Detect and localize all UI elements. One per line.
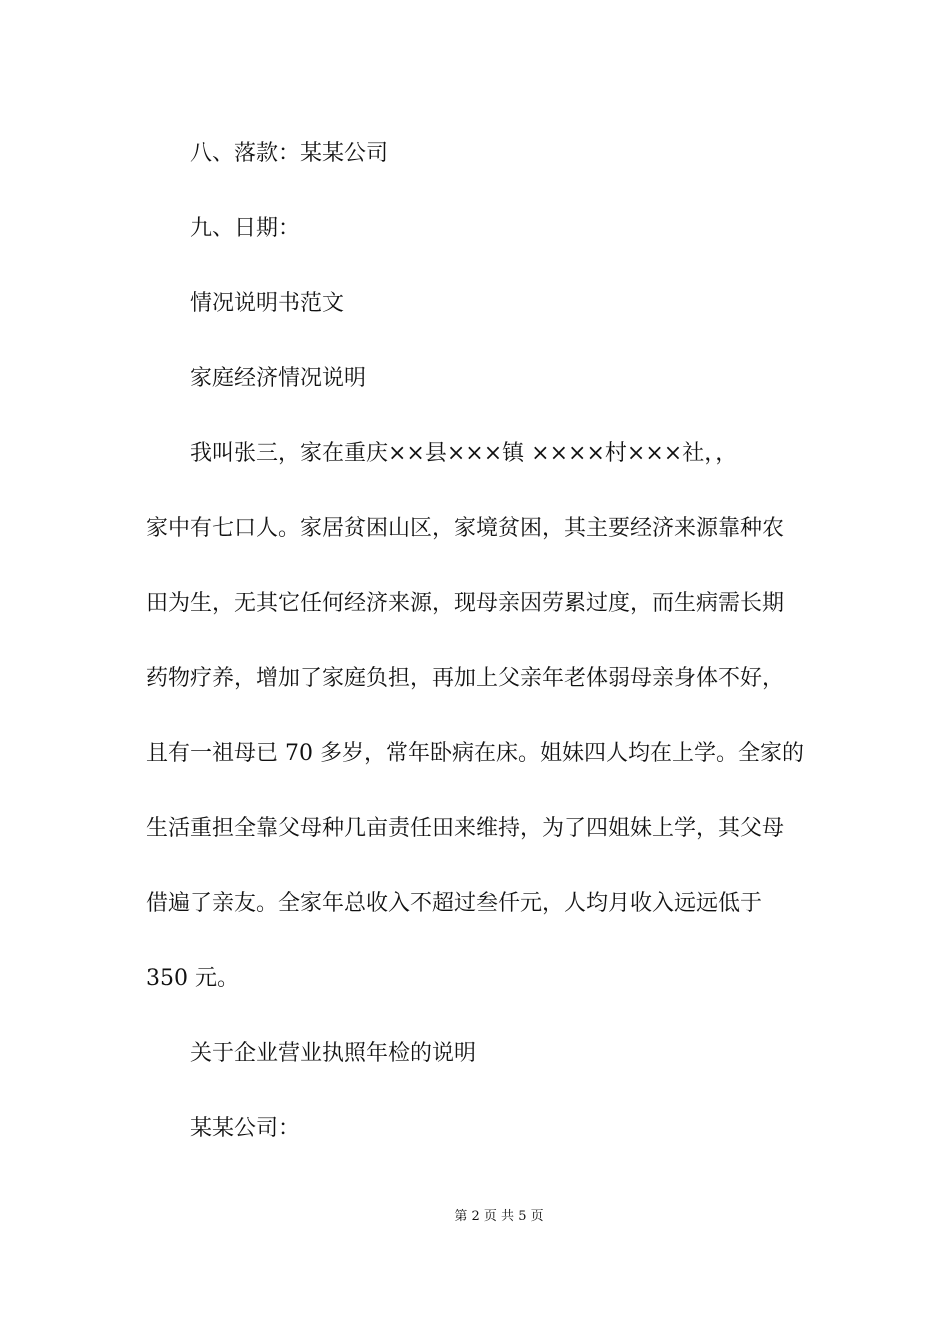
paragraph-signature: 八、落款：某某公司 — [190, 141, 389, 166]
paragraph-date: 九、日期： — [190, 216, 301, 241]
body-line-1: 我叫张三，家在重庆××县×××镇 ××××村×××社，， — [190, 441, 738, 466]
body-line-2: 家中有七口人。家居贫困山区，家境贫困，其主要经济来源靠种农 — [146, 516, 785, 541]
page-number-footer: 第 2 页 共 5 页 — [454, 1209, 544, 1224]
body-line-8: 350 元。 — [146, 966, 239, 991]
body-line-4: 药物疗养，增加了家庭负担，再加上父亲年老体弱母亲身体不好， — [146, 666, 785, 691]
body-line-3: 田为生，无其它任何经济来源，现母亲因劳累过度，而生病需长期 — [146, 591, 785, 616]
salutation: 某某公司： — [190, 1116, 301, 1141]
body-line-7: 借遍了亲友。全家年总收入不超过叁仟元，人均月收入远远低于 — [146, 891, 763, 916]
heading-sample: 情况说明书范文 — [190, 291, 345, 316]
body-line-5: 且有一祖母已 70 多岁，常年卧病在床。姐妹四人均在上学。全家的 — [146, 741, 804, 766]
body-line-6: 生活重担全靠父母种几亩责任田来维持，为了四姐妹上学，其父母 — [146, 816, 785, 841]
heading-license-inspection: 关于企业营业执照年检的说明 — [190, 1041, 477, 1066]
heading-family-economy: 家庭经济情况说明 — [190, 366, 367, 391]
